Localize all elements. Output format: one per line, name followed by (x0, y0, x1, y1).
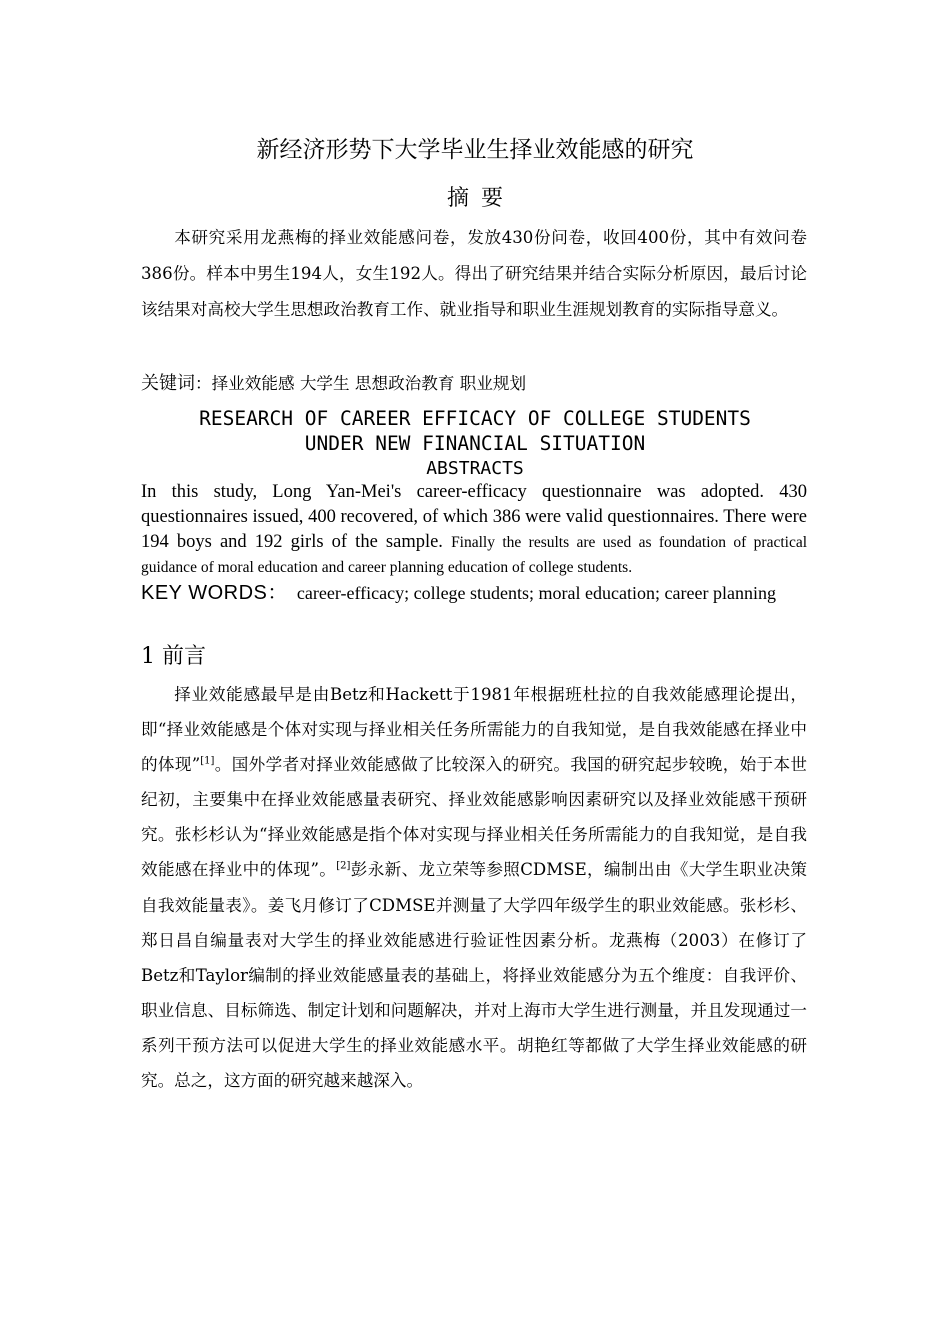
section-heading-intro: 1 前言 (141, 644, 206, 669)
english-title-line2: UNDER NEW FINANCIAL SITUATION (304, 432, 646, 455)
intro-text-part1: 择业效能感最早是由Betz和Hackett于1981年根据班杜拉的自我效能感理论提出，即“择业效能感是个体对实现与择业相关任务所需能力的自我知觉，是自我效能感在择业中的体现” (141, 685, 807, 775)
abstract-cn-block (141, 220, 807, 328)
abstract-en-part1: In this study, Long Yan-Mei's career-efficacy questionnaire was adopted. 430 questionnaires issued, 400 recovered, of which 386 were valid questionnaires. There were 194 boys and 192 girls of the sample. (141, 482, 807, 552)
intro-text-part2: 。国外学者对择业效能感做了比较深入的研究。我国的研究起步较晚，始于本世纪初，主要集中在择业效能感量表研究、择业效能感影响因素研究以及择业效能感干预研究。张杉杉认为“择业效能感是指个体对实现与择业相关任务所需能力的自我知觉，是自我效能感在择业中的体现”。 (141, 755, 808, 880)
keywords-cn (141, 369, 807, 399)
abstract-cn-text: 本研究采用龙燕梅的择业效能感问卷，发放430份问卷，收回400份，其中有效问卷386份。样本中男生194人，女生192人。得出了研究结果并结合实际分析原因，最后讨论该结果对高校大学生思想政治教育工作、就业指导和职业生涯规划教育的实际指导意义。 (141, 228, 807, 319)
abstract-heading-cn: 摘要 (446, 186, 515, 211)
keywords-en-label: KEY WORDS： (141, 582, 288, 604)
intro-paragraph (141, 677, 807, 1098)
intro-text-part3: 彭永新、龙立荣等参照CDMSE，编制出由《大学生职业决策自我效能量表》。姜飞月修订了CDMSE并测量了大学四年级学生的职业效能感。张杉杉、郑日昌自编量表对大学生的择业效能感进行验证性因素分析。龙燕梅（2003）在修订了Betz和Taylor编制的择业效能感量表的基础上，将择业效能感分为五个维度：自我评价、职业信息、目标筛选、制定计划和问题解决，并对上海市大学生进行测量，并且发现通过一系列干预方法可以促进大学生的择业效能感水平。胡艳红等都做了大学生择业效能感的研究。总之，这方面的研究越来越深入。 (141, 860, 807, 1091)
citation-1: [1] (200, 755, 215, 767)
intro-section (141, 677, 807, 1098)
abstracts-label: ABSTRACTS (426, 458, 524, 479)
keywords-cn-label: 关键词 (141, 373, 195, 394)
keywords-cn-value: 择业效能感 大学生 思想政治教育 职业规划 (211, 374, 527, 393)
abstract-en (141, 480, 807, 580)
english-title-line1: RESEARCH OF CAREER EFFICACY OF COLLEGE STUDENTS (199, 407, 751, 430)
english-title (0, 406, 950, 456)
citation-2: [2] (336, 860, 351, 872)
abstract-en-part2: Finally the results are used as foundation of practical guidance of moral education and career planning education of college students. (141, 534, 808, 576)
paper-title: 新经济形势下大学毕业生择业效能感的研究 (256, 137, 694, 163)
keywords-en (141, 580, 807, 606)
keywords-cn-separator: ： (195, 374, 212, 393)
keywords-en-value: career-efficacy; college students; moral education; career planning (296, 583, 776, 603)
